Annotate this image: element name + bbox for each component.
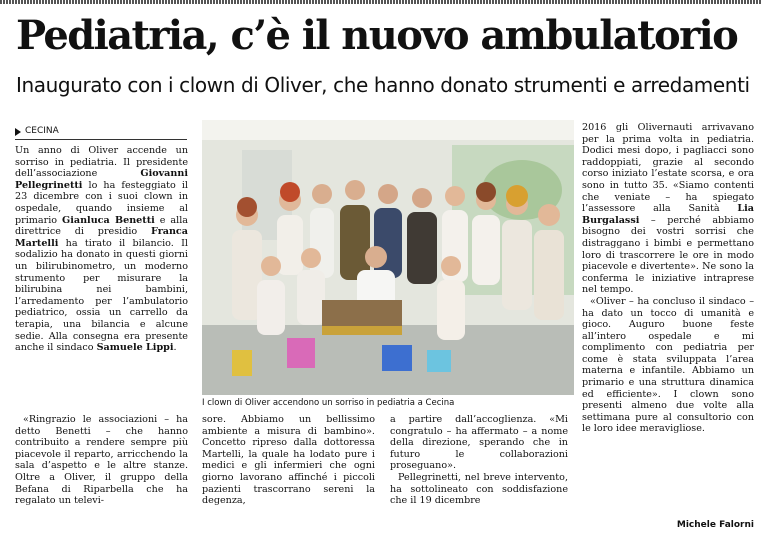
name-giovanni-pellegrinetti: Giovanni Pellegrinetti xyxy=(15,168,188,191)
article-headline: Pediatria, c’è il nuovo ambulatorio xyxy=(16,12,738,59)
text-span: – perché abbiamo bisogno dei vostri sorrisi che distraggano i bimbi e permettano loro di trascorrere le ore in modo piacevole e divertente». Ne sono la conferma le iniziative intraprese nel tempo. xyxy=(582,214,754,296)
paragraph-1 xyxy=(15,145,188,354)
text-span: lo ha festeggiato il 23 dicembre con i suoi clown in ospedale, quando insieme al primario xyxy=(15,179,188,226)
paragraph-5: Pellegrinetti, nel breve intervento, ha sottolineato con soddisfazione che il 19 dicembre xyxy=(390,471,568,507)
top-dotted-rule xyxy=(0,0,762,4)
article-subheadline: Inaugurato con i clown di Oliver, che hanno donato strumenti e arredamenti xyxy=(16,73,750,97)
text-span: e alla direttrice di presidio xyxy=(15,214,188,238)
name-gianluca-benetti: Gianluca Benetti xyxy=(62,214,155,226)
article-column-2 xyxy=(202,414,375,532)
name-lia-burgalassi: Lia Burgalassi xyxy=(582,203,754,226)
location-rule xyxy=(15,139,187,140)
photo-illustration xyxy=(202,120,574,395)
text-span: 2016 gli Olivernauti arrivavano per la prima volta in pediatria. Dodici mesi dopo, i pagliacci sono raddoppiati, grazie al secondo corso iniziato l’estate scorsa, e ora sono in tutto 35. «Siamo contenti che veniate – ha spiegato l’assessore alla Sanità xyxy=(582,122,754,215)
paragraph-3: sore. Abbiamo un bellissimo ambiente a misura di bambino». Concetto ripreso dalla dottoressa Martelli, la quale ha lodato pure i medici e gli infermieri che ogni giorno lavorano affinché i piccoli pazienti trascorrano sereni la degenza, xyxy=(202,414,375,507)
location-marker-icon xyxy=(15,128,21,136)
text-span: ha tirato il bilancio. Il sodalizio ha donato in questi giorni un bilirubinometro, un moderno strumento per misurare la bilirubina nei bambini, l’arredamento per l’ambulatorio pediatrico, ossia un carrello da terapia, una bilancia e alcune sedie. Alla consegna era presente anche il sindaco xyxy=(15,237,188,354)
photo-caption: I clown di Oliver accendono un sorriso in pediatria a Cecina xyxy=(202,398,455,408)
article-photo xyxy=(202,120,574,395)
text-span: . xyxy=(173,342,177,354)
name-franca-martelli: Franca Martelli xyxy=(15,226,188,249)
article-column-3 xyxy=(390,414,568,532)
location-label: CECINA xyxy=(25,126,59,136)
article-column-1-lower xyxy=(15,414,188,532)
text-span: Un anno di Oliver accende un sorriso in pediatria. Il presidente dell’associazione xyxy=(15,145,188,180)
author-byline: Michele Falorni xyxy=(676,520,754,530)
article-column-4 xyxy=(582,122,754,518)
paragraph-6 xyxy=(582,122,754,296)
paragraph-7: «Oliver – ha concluso il sindaco – ha dato un tocco di umanità e gioco. Auguro buone feste all’intero ospedale e mi complimento con pediatria per come è stata sviluppata l’area materna e infantile. Abbiamo un primario e una struttura dinamica ed efficiente». I clown sono presenti almeno due volte alla settimana pure al consultorio con le loro idee meravigliose. xyxy=(582,295,754,435)
paragraph-2: «Ringrazio le associazioni – ha detto Benetti – che hanno contribuito a rendere sempre più piacevole il reparto, arricchendo la sala d’aspetto e le altre stanze. Oltre a Oliver, il gruppo della Befana di Riparbella che ha regalato un televi- xyxy=(15,414,188,507)
name-samuele-lippi: Samuele Lippi xyxy=(96,342,174,354)
article-column-1 xyxy=(15,145,188,413)
paragraph-4: a partire dall’accoglienza. «Mi congratulo – ha affermato – a nome della direzione, sperando che in futuro le collaborazioni proseguano». xyxy=(390,414,568,472)
